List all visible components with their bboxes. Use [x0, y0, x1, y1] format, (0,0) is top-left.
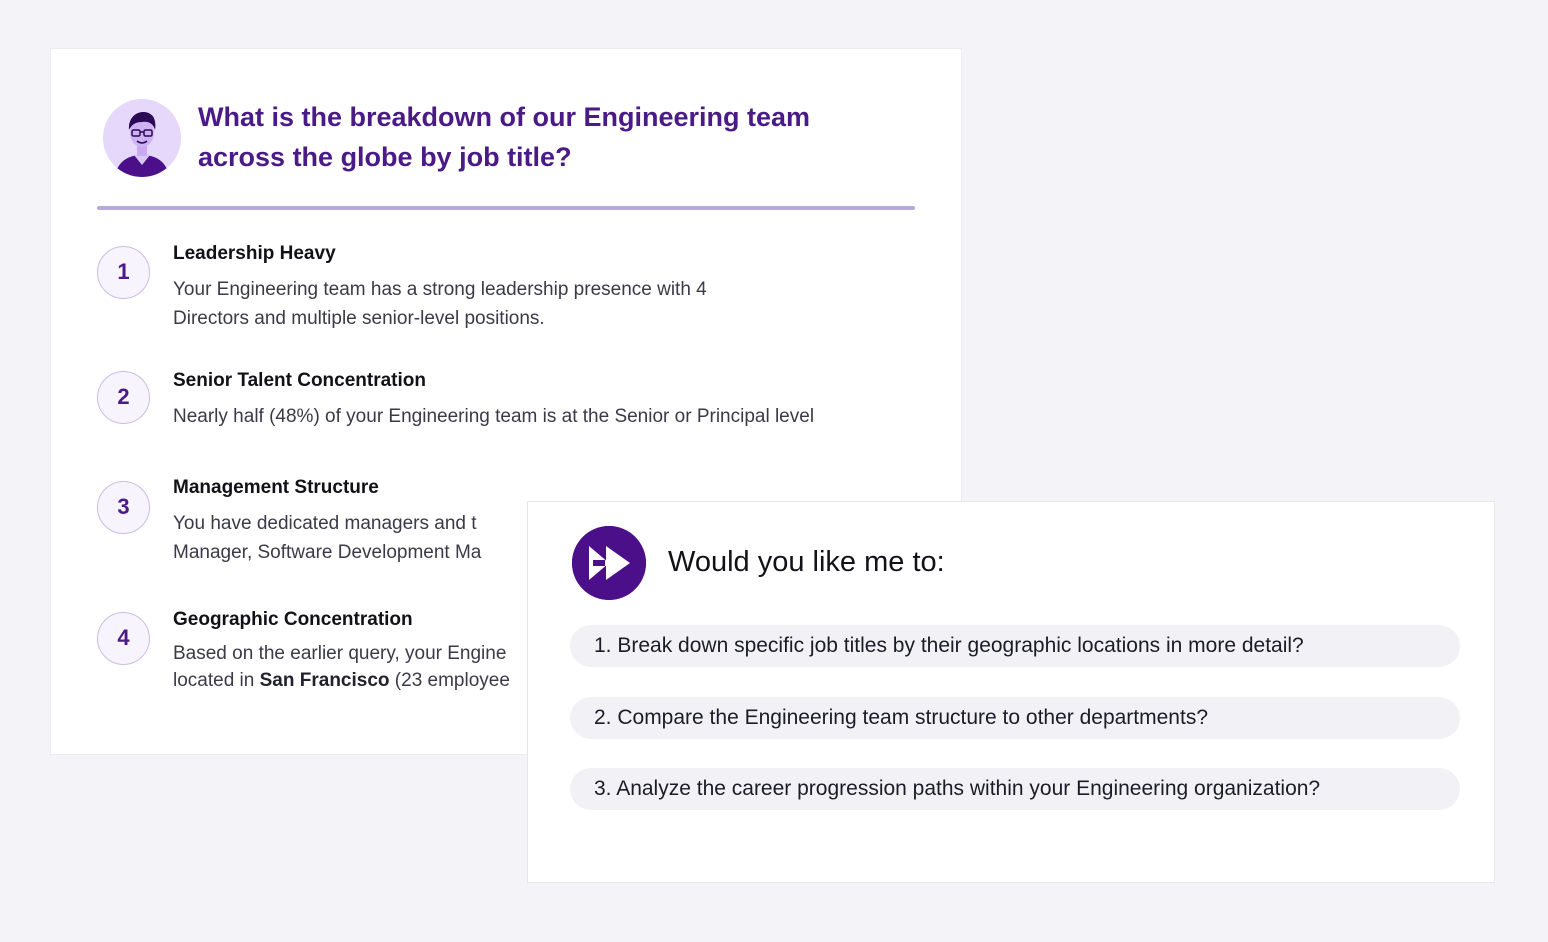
insight-text: Directors and multiple senior-level positions.	[173, 308, 545, 329]
insight-text-prefix: located in	[173, 670, 260, 691]
question-title: What is the breakdown of our Engineering team across the globe by job title?	[198, 102, 811, 172]
insight-text: Based on the earlier query, your Engine	[173, 643, 507, 664]
insight-text-suffix: (23 employee	[389, 670, 510, 691]
divider	[97, 206, 915, 210]
question-header	[103, 99, 903, 179]
user-avatar-icon	[103, 99, 181, 177]
insight-text: Your Engineering team has a strong leadership presence with 4	[173, 279, 707, 300]
insight-number-badge: 4	[97, 612, 150, 665]
insight-title: Leadership Heavy	[173, 243, 336, 264]
insight-text: You have dedicated managers and t	[173, 513, 477, 534]
suggestion-button[interactable]: 2. Compare the Engineering team structure to other departments?	[570, 697, 1460, 739]
fast-forward-logo-icon	[572, 526, 646, 600]
insight-title: Geographic Concentration	[173, 609, 413, 630]
insight-text: Manager, Software Development Ma	[173, 542, 482, 563]
insight-title: Management Structure	[173, 477, 379, 498]
insight-number-badge: 2	[97, 371, 150, 424]
suggestion-button[interactable]: 1. Break down specific job titles by their geographic locations in more detail?	[570, 625, 1460, 667]
insight-text: Nearly half (48%) of your Engineering team is at the Senior or Principal level	[173, 406, 815, 427]
insight-number-badge: 1	[97, 246, 150, 299]
insight-number-badge: 3	[97, 481, 150, 534]
suggestion-button[interactable]: 3. Analyze the career progression paths within your Engineering organization?	[570, 768, 1460, 810]
followup-card	[527, 501, 1495, 883]
location-highlight: San Francisco	[259, 670, 390, 691]
insight-title: Senior Talent Concentration	[173, 370, 427, 391]
insight-text	[173, 666, 510, 695]
followup-prompt: Would you like me to:	[668, 546, 945, 578]
